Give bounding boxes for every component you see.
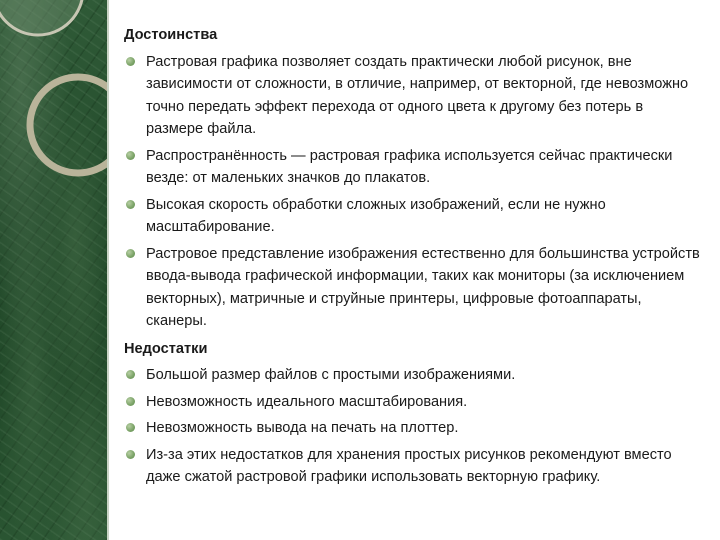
list-item-text: Невозможность идеального масштабирования.: [146, 393, 468, 410]
panel-divider: [107, 0, 109, 540]
top-ring-decoration: [0, 0, 83, 35]
bullet-dot-icon: [126, 423, 135, 432]
bullet-dot-icon: [126, 450, 135, 459]
advantages-list: [124, 51, 704, 333]
disadvantages-list: [124, 364, 704, 489]
list-item: [124, 194, 704, 239]
large-ring-decoration: [30, 77, 107, 173]
list-item: [124, 444, 704, 489]
list-item: [124, 243, 704, 333]
list-item: [124, 51, 704, 141]
bullet-dot-icon: [126, 57, 135, 66]
list-item-text: Высокая скорость обработки сложных изображений, если не нужно масштабирование.: [146, 196, 606, 235]
advantages-title: Достоинства: [124, 27, 218, 43]
bullet-dot-icon: [126, 397, 135, 406]
list-item: [124, 417, 704, 440]
bullet-dot-icon: [126, 151, 135, 160]
list-item-text: Из-за этих недостатков для хранения простых рисунков рекомендуют вместо даже сжатой растровой графики использовать векторную графику.: [146, 446, 672, 485]
decorative-side-panel: [0, 0, 107, 540]
list-item-text: Растровое представление изображения естественно для большинства устройств ввода-вывода графической информации, таких как мониторы (за исключением векторных), матричные и струйные принтеры, цифровые фотоаппараты, сканеры.: [146, 245, 700, 329]
ring-decoration-icon: [0, 0, 107, 540]
bullet-dot-icon: [126, 200, 135, 209]
list-item-text: Невозможность вывода на печать на плоттер.: [146, 420, 459, 436]
bullet-dot-icon: [126, 249, 135, 258]
bullet-dot-icon: [126, 370, 135, 379]
list-item-text: Растровая графика позволяет создать практически любой рисунок, вне зависимости от сложности, в отличие, например, от векторной, где невозможно точно передать эффект перехода от одного цвета к другому без потерь в размере файла.: [146, 53, 689, 137]
disadvantages-title: Недостатки: [124, 340, 208, 357]
list-item: [124, 364, 704, 387]
list-item-text: Большой размер файлов с простыми изображениями.: [146, 367, 516, 383]
list-item: [124, 391, 704, 414]
list-item-text: Распространённость — растровая графика используется сейчас практически везде: от маленьких значков до плакатов.: [146, 147, 673, 186]
slide-content: [124, 24, 704, 493]
list-item: [124, 145, 704, 190]
